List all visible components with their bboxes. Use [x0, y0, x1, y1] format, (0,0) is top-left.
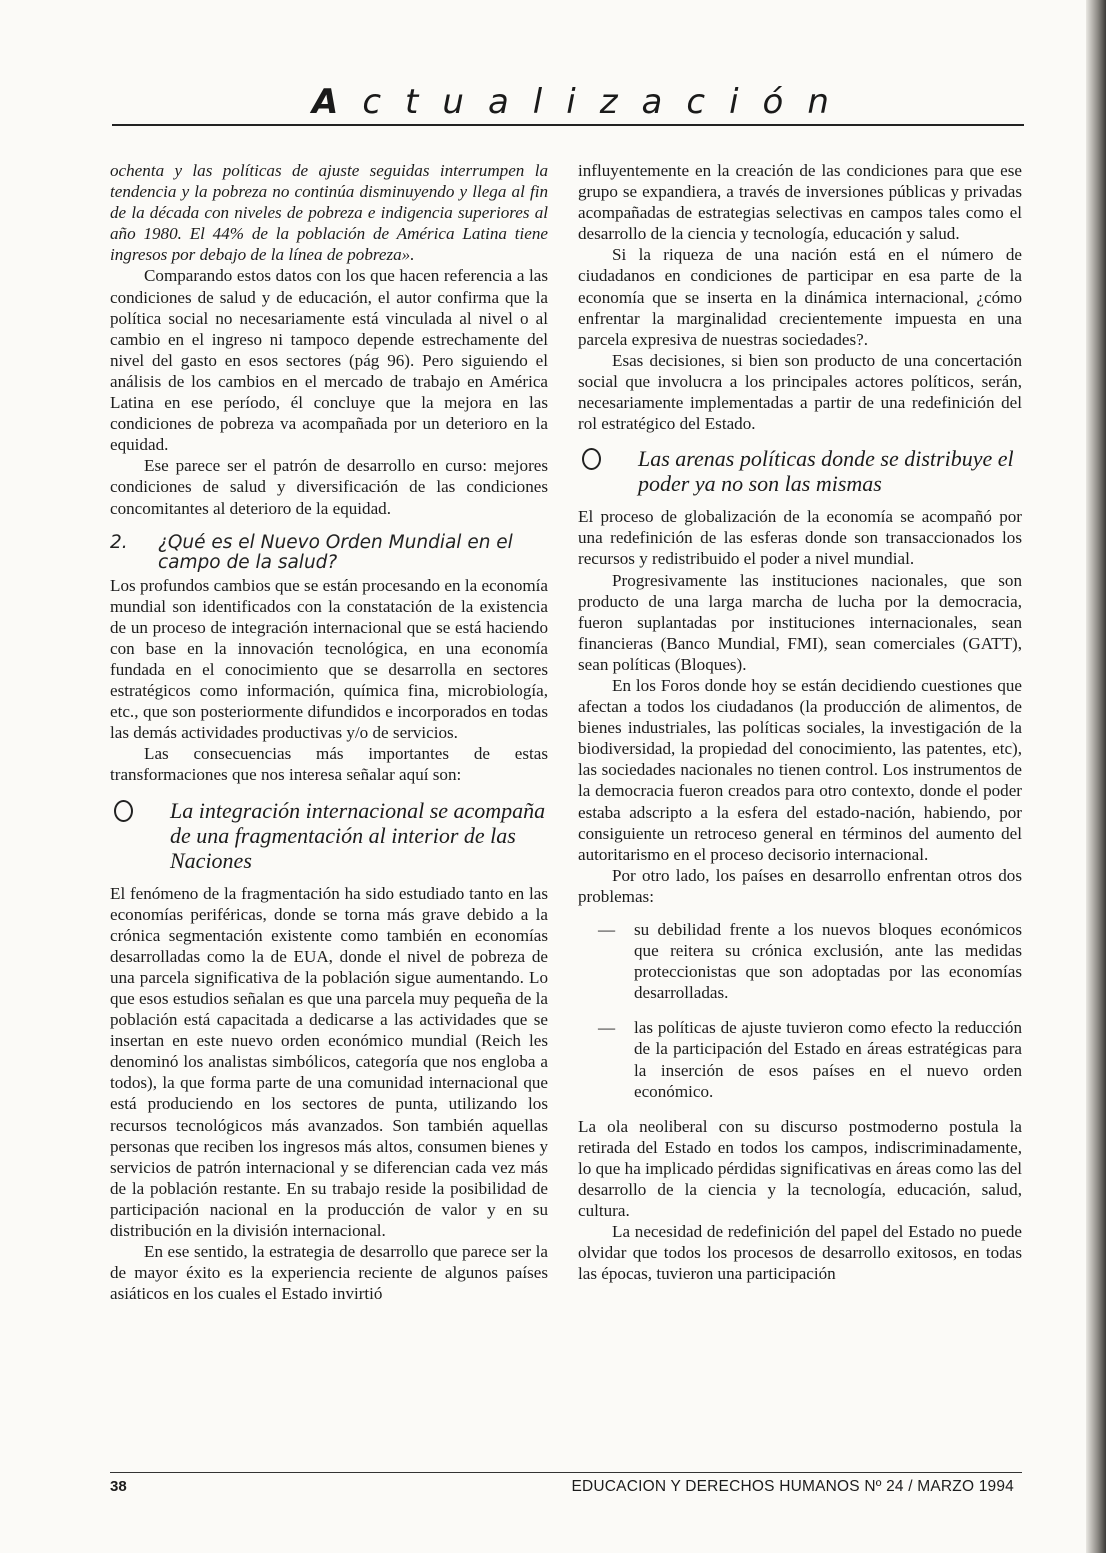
paragraph: El proceso de globalización de la economía se acompañó por una redefinición de las esferas donde son transaccionados los recursos y redistribuido el poder a nivel mundial.	[578, 507, 1022, 569]
title-letter: c	[686, 82, 706, 122]
page-number: 38	[110, 1478, 127, 1495]
header-rule	[112, 124, 1024, 126]
page-edge-shadow	[1086, 0, 1106, 1553]
section-title	[112, 84, 1024, 122]
paragraph: Por otro lado, los países en desarrollo enfrentan otros dos problemas:	[578, 865, 1022, 906]
title-letter: l	[532, 82, 543, 122]
list-item-text: las políticas de ajuste tuvieron como efecto la reducción de la participación del Estado en áreas estratégicas para la inserción de esos países en el nuevo orden económico.	[634, 1018, 1022, 1101]
title-letter: a	[487, 82, 509, 122]
title-letter: a	[641, 82, 663, 122]
subheading	[578, 446, 1022, 496]
paragraph: Esas decisiones, si bien son producto de una concertación social que involucra a los principales actores políticos, serán, necesariamente implementadas a partir de una redefinición del rol estratégico del Estado.	[578, 350, 1022, 434]
journal-citation: EDUCACION Y DERECHOS HUMANOS Nº 24 / MARZO 1994	[571, 1478, 1014, 1495]
paragraph: La necesidad de redefinición del papel del Estado no puede olvidar que todos los procesos de desarrollo exitosos, en todas las épocas, tuvieron una participación	[578, 1222, 1022, 1284]
paragraph: Si la riqueza de una nación está en el número de ciudadanos en condiciones de participar en esa parte de la economía que se inserta en la dinámica internacional, ¿cómo enfrentar la marginalidad crecientemente impuesta en una parcela expresiva de nuestras sociedades?.	[578, 245, 1022, 349]
paragraph: Las consecuencias más importantes de estas transformaciones que nos interesa señalar aquí son:	[110, 744, 548, 785]
paragraph: Progresivamente las instituciones nacionales, que son producto de una larga marcha de lucha por la democracia, fueron suplantadas por instituciones internacionales, sean financieras (Banco Mundial, FMI), sean comerciales (GATT), sean políticas (Bloques).	[578, 570, 1022, 674]
paragraph: En ese sentido, la estrategia de desarrollo que parece ser la de mayor éxito es la experiencia reciente de algunos países asiáticos en los cuales el Estado invirtió	[110, 1242, 548, 1304]
circle-bullet-icon	[110, 798, 170, 828]
title-letter: z	[599, 82, 618, 122]
title-letter: t	[405, 82, 419, 122]
title-letter: i	[566, 82, 576, 122]
subheading-text: Las arenas políticas donde se distribuye el poder ya no son las mismas	[638, 446, 1014, 497]
left-column	[110, 160, 548, 1304]
title-letter: c	[362, 82, 382, 122]
paragraph: influyentemente en la creación de las condiciones para que ese grupo se expandiera, a través de inversiones públicas y privadas acompañadas de estrategias selectivas en campos tales como el desarrollo de la ciencia y tecnología, educación y salud.	[578, 161, 1022, 244]
paragraph: La ola neoliberal con su discurso postmoderno postula la retirada del Estado en todos los campos, indiscriminadamente, lo que ha implicado pérdidas significativas en áreas como las del desarrollo de la ciencia y la tecnología, educación, salud, cultura.	[578, 1116, 1022, 1221]
subheading	[110, 798, 548, 873]
title-letter: i	[729, 82, 739, 122]
list-item	[578, 919, 1022, 1003]
title-letter: ó	[762, 82, 784, 122]
right-column	[578, 160, 1022, 1285]
dash-mark: —	[598, 1018, 616, 1038]
subheading-text: La integración internacional se acompaña de una fragmentación al interior de las Naciones	[170, 797, 546, 873]
dash-mark: —	[598, 920, 616, 939]
paragraph: El fenómeno de la fragmentación ha sido estudiado tanto en las economías periféricas, donde se torna más grave debido a la crónica segmentación existente como también en economías desarrolladas como la de EUA, donde el nivel de pobreza de una parcela significativa de la población sigue aumentando. Lo que esos estudios señalan es que una parcela muy pequeña de la población está capacitada a dedicarse a las actividades que se insertan en este nuevo orden económico mundial (Reich les denominó los analistas simbólicos, categoría que nos engloba a todos), la que forma parte de una comunidad internacional que está produciendo en los sectores de punta, utilizando los recursos tecnológicos más avanzados. Son también aquellas personas que reciben los ingresos más altos, consumen bienes y servicios de patrón internacional y se diferencian cada vez más de la población restante. En su trabajo reside la posibilidad de participación nacional en la producción de valor y en su distribución en la división internacional.	[110, 883, 548, 1241]
paragraph: Comparando estos datos con los que hacen referencia a las condiciones de salud y de educación, el autor confirma que la política social no necesariamente está vinculada al nivel o al cambio en el ingreso ni tampoco depende estrechamente del nivel del gasto en esos sectores (pág 96). Pero siguiendo el análisis de los cambios en el mercado de trabajo en América Latina en ese período, él concluye que la mejora en las condiciones de pobreza va acompañada por un deterioro en la equidad.	[110, 266, 548, 455]
paragraph: Los profundos cambios que se están procesando en la economía mundial son identificados con la constatación de la existencia de un proceso de integración internacional que se está haciendo con base en la innovación tecnológica, en una economía fundada en el conocimiento que se desarrolla en sectores estratégicos como información, química fina, microbiología, etc., que son posteriormente difundidos e incorporados en todas las demás actividades productivas y/o de servicios.	[110, 575, 548, 743]
dash-list	[578, 919, 1022, 1102]
title-letter: u	[442, 82, 464, 122]
list-item	[578, 1017, 1022, 1101]
section-title: ¿Qué es el Nuevo Orden Mundial en el campo de la salud?	[158, 531, 513, 573]
running-header	[112, 84, 1024, 126]
paragraph: ochenta y las políticas de ajuste seguidas interrumpen la tendencia y la pobreza no continúa disminuyendo y llega al fin de la década con niveles de pobreza e indigencia superiores al año 1980. El 44% de la población de América Latina tiene ingresos por debajo de la línea de pobreza».	[110, 161, 548, 265]
paragraph: Ese parece ser el patrón de desarrollo en curso: mejores condiciones de salud y diversificación de las condiciones concomitantes al deterioro de la equidad.	[110, 456, 548, 518]
section-heading	[110, 533, 548, 573]
title-letter: A	[312, 82, 339, 122]
list-item-text: su debilidad frente a los nuevos bloques económicos que reitera su crónica exclusión, ante las medidas proteccionistas que son adoptadas por las economías desarrolladas.	[634, 920, 1022, 1003]
title-letter: n	[807, 82, 829, 122]
section-number: 2.	[110, 531, 128, 553]
circle-bullet-icon	[578, 446, 638, 476]
paragraph: En los Foros donde hoy se están decidiendo cuestiones que afectan a todos los ciudadanos (la producción de alimentos, de bienes industriales, las políticas sociales, la investigación de la biodiversidad, la propiedad del conocimiento, las patentes, etc), las sociedades nacionales no tienen control. Los instrumentos de la democracia fueron creados para otro contexto, donde el poder estaba adscripto a la esfera del estado-nación, habiendo, por consiguiente un retroceso general en términos del aumento del autoritarismo en el proceso decisorio internacional.	[578, 675, 1022, 864]
footer-rule	[110, 1472, 1022, 1473]
page-footer	[110, 1472, 1022, 1502]
